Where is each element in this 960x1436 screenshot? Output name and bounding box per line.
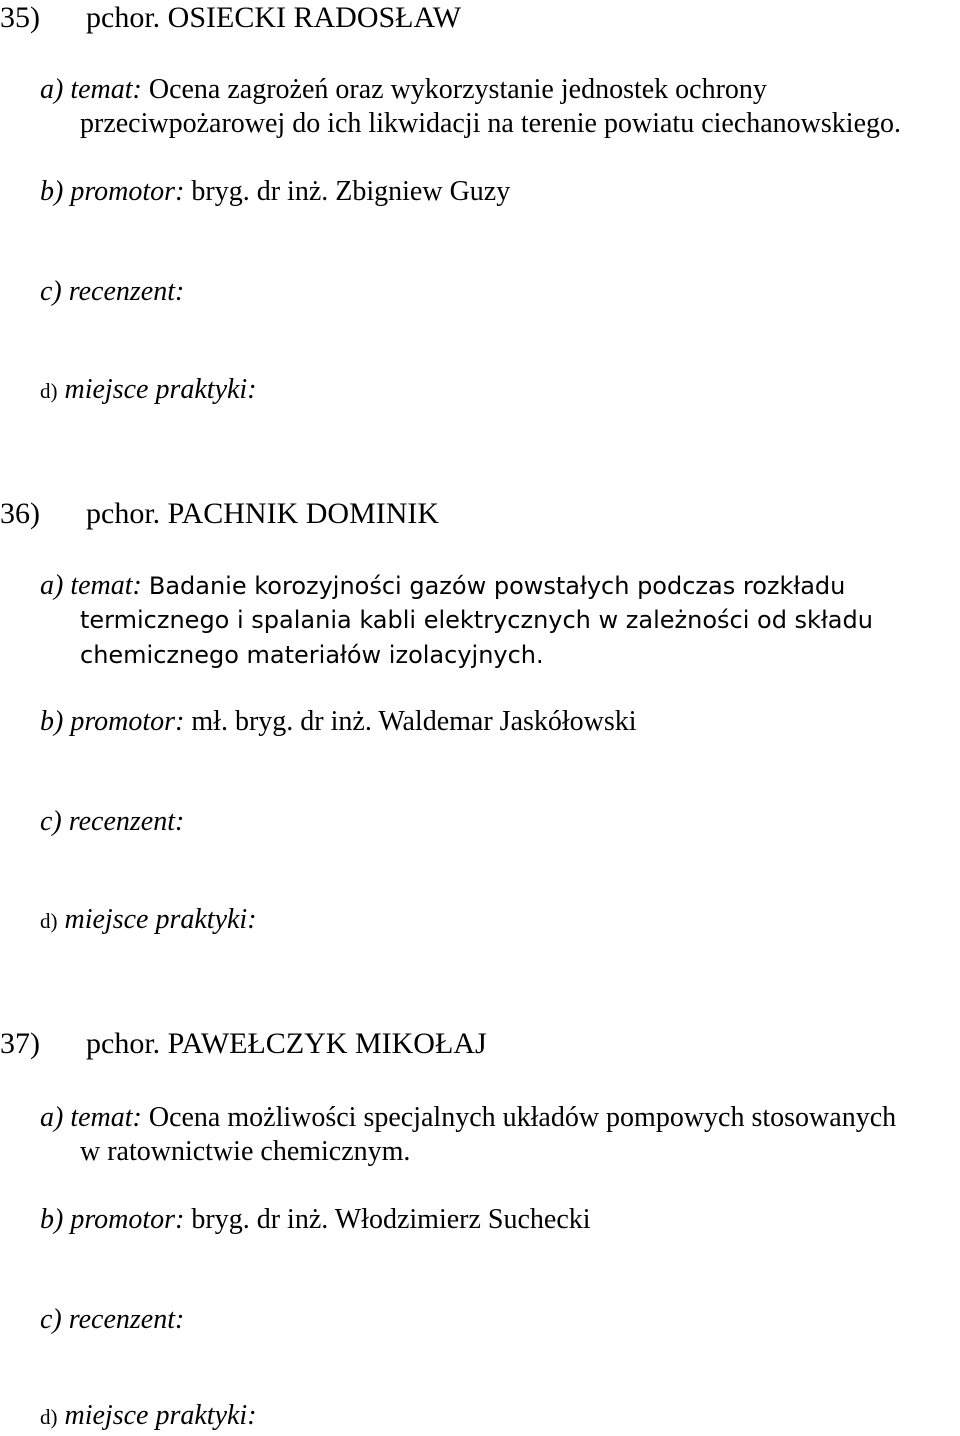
entry-name: pchor. PACHNIK DOMINIK <box>86 497 440 530</box>
temat-label: temat: <box>70 570 142 601</box>
d-marker: d) <box>40 909 58 933</box>
temat-label: temat: <box>70 1102 142 1133</box>
temat-text: Badanie korozyjności gazów powstałych podczas rozkładu <box>148 572 846 600</box>
miejsce-label: miejsce praktyki: <box>64 1400 257 1431</box>
entry-37-miejsce <box>40 1400 257 1433</box>
a-marker: a) <box>40 570 64 601</box>
temat-text: Ocena możliwości specjalnych układów pompowych stosowanych <box>148 1102 897 1133</box>
entry-number: 37) <box>0 1027 40 1060</box>
a-marker: a) <box>40 1102 64 1133</box>
temat-label: temat: <box>70 74 142 105</box>
entry-36-temat-line3 <box>80 639 544 671</box>
d-marker: d) <box>40 1405 58 1429</box>
entry-name: pchor. OSIECKI RADOSŁAW <box>86 1 462 34</box>
a-marker: a) <box>40 74 64 105</box>
entry-37-temat-line1 <box>40 1102 896 1134</box>
b-marker: b) <box>40 706 64 737</box>
entry-36-miejsce <box>40 904 257 937</box>
entry-36-temat-line1 <box>40 570 845 602</box>
b-marker: b) <box>40 1204 64 1235</box>
temat-text: chemicznego materiałów izolacyjnych. <box>80 641 544 669</box>
c-marker: c) <box>40 276 62 307</box>
b-marker: b) <box>40 176 64 207</box>
promotor-value: mł. bryg. dr inż. Waldemar Jaskółowski <box>191 706 637 737</box>
promotor-label: promotor: <box>70 1204 185 1235</box>
entry-37-recenzent <box>40 1304 184 1336</box>
recenzent-label: recenzent: <box>68 806 185 837</box>
recenzent-label: recenzent: <box>68 276 185 307</box>
entry-35-miejsce <box>40 374 257 407</box>
entry-number: 35) <box>0 1 40 34</box>
temat-text: w ratownictwie chemicznym. <box>80 1136 411 1167</box>
entry-35-temat-line2 <box>80 108 901 140</box>
entry-number: 36) <box>0 497 40 530</box>
promotor-label: promotor: <box>70 176 185 207</box>
temat-text: przeciwpożarowej do ich likwidacji na terenie powiatu ciechanowskiego. <box>80 108 902 139</box>
entry-36-temat-line2 <box>80 604 873 636</box>
promotor-value: bryg. dr inż. Włodzimierz Suchecki <box>191 1204 591 1235</box>
entry-36-header <box>0 498 439 530</box>
entry-name: pchor. PAWEŁCZYK MIKOŁAJ <box>86 1027 487 1060</box>
temat-text: termicznego i spalania kabli elektrycznych w zależności od składu <box>80 606 873 634</box>
entry-37-promotor <box>40 1204 591 1236</box>
entry-37-temat-line2 <box>80 1136 410 1168</box>
promotor-value: bryg. dr inż. Zbigniew Guzy <box>191 176 511 207</box>
temat-text: Ocena zagrożeń oraz wykorzystanie jednostek ochrony <box>148 74 767 105</box>
entry-35-header <box>0 2 461 34</box>
entry-36-recenzent <box>40 806 184 838</box>
d-marker: d) <box>40 379 58 403</box>
c-marker: c) <box>40 806 62 837</box>
miejsce-label: miejsce praktyki: <box>64 904 257 935</box>
entry-35-recenzent <box>40 276 184 308</box>
entry-35-promotor <box>40 176 510 208</box>
miejsce-label: miejsce praktyki: <box>64 374 257 405</box>
c-marker: c) <box>40 1304 62 1335</box>
entry-37-header <box>0 1028 487 1060</box>
recenzent-label: recenzent: <box>68 1304 185 1335</box>
promotor-label: promotor: <box>70 706 185 737</box>
entry-35-temat-line1 <box>40 74 767 106</box>
entry-36-promotor <box>40 706 637 738</box>
